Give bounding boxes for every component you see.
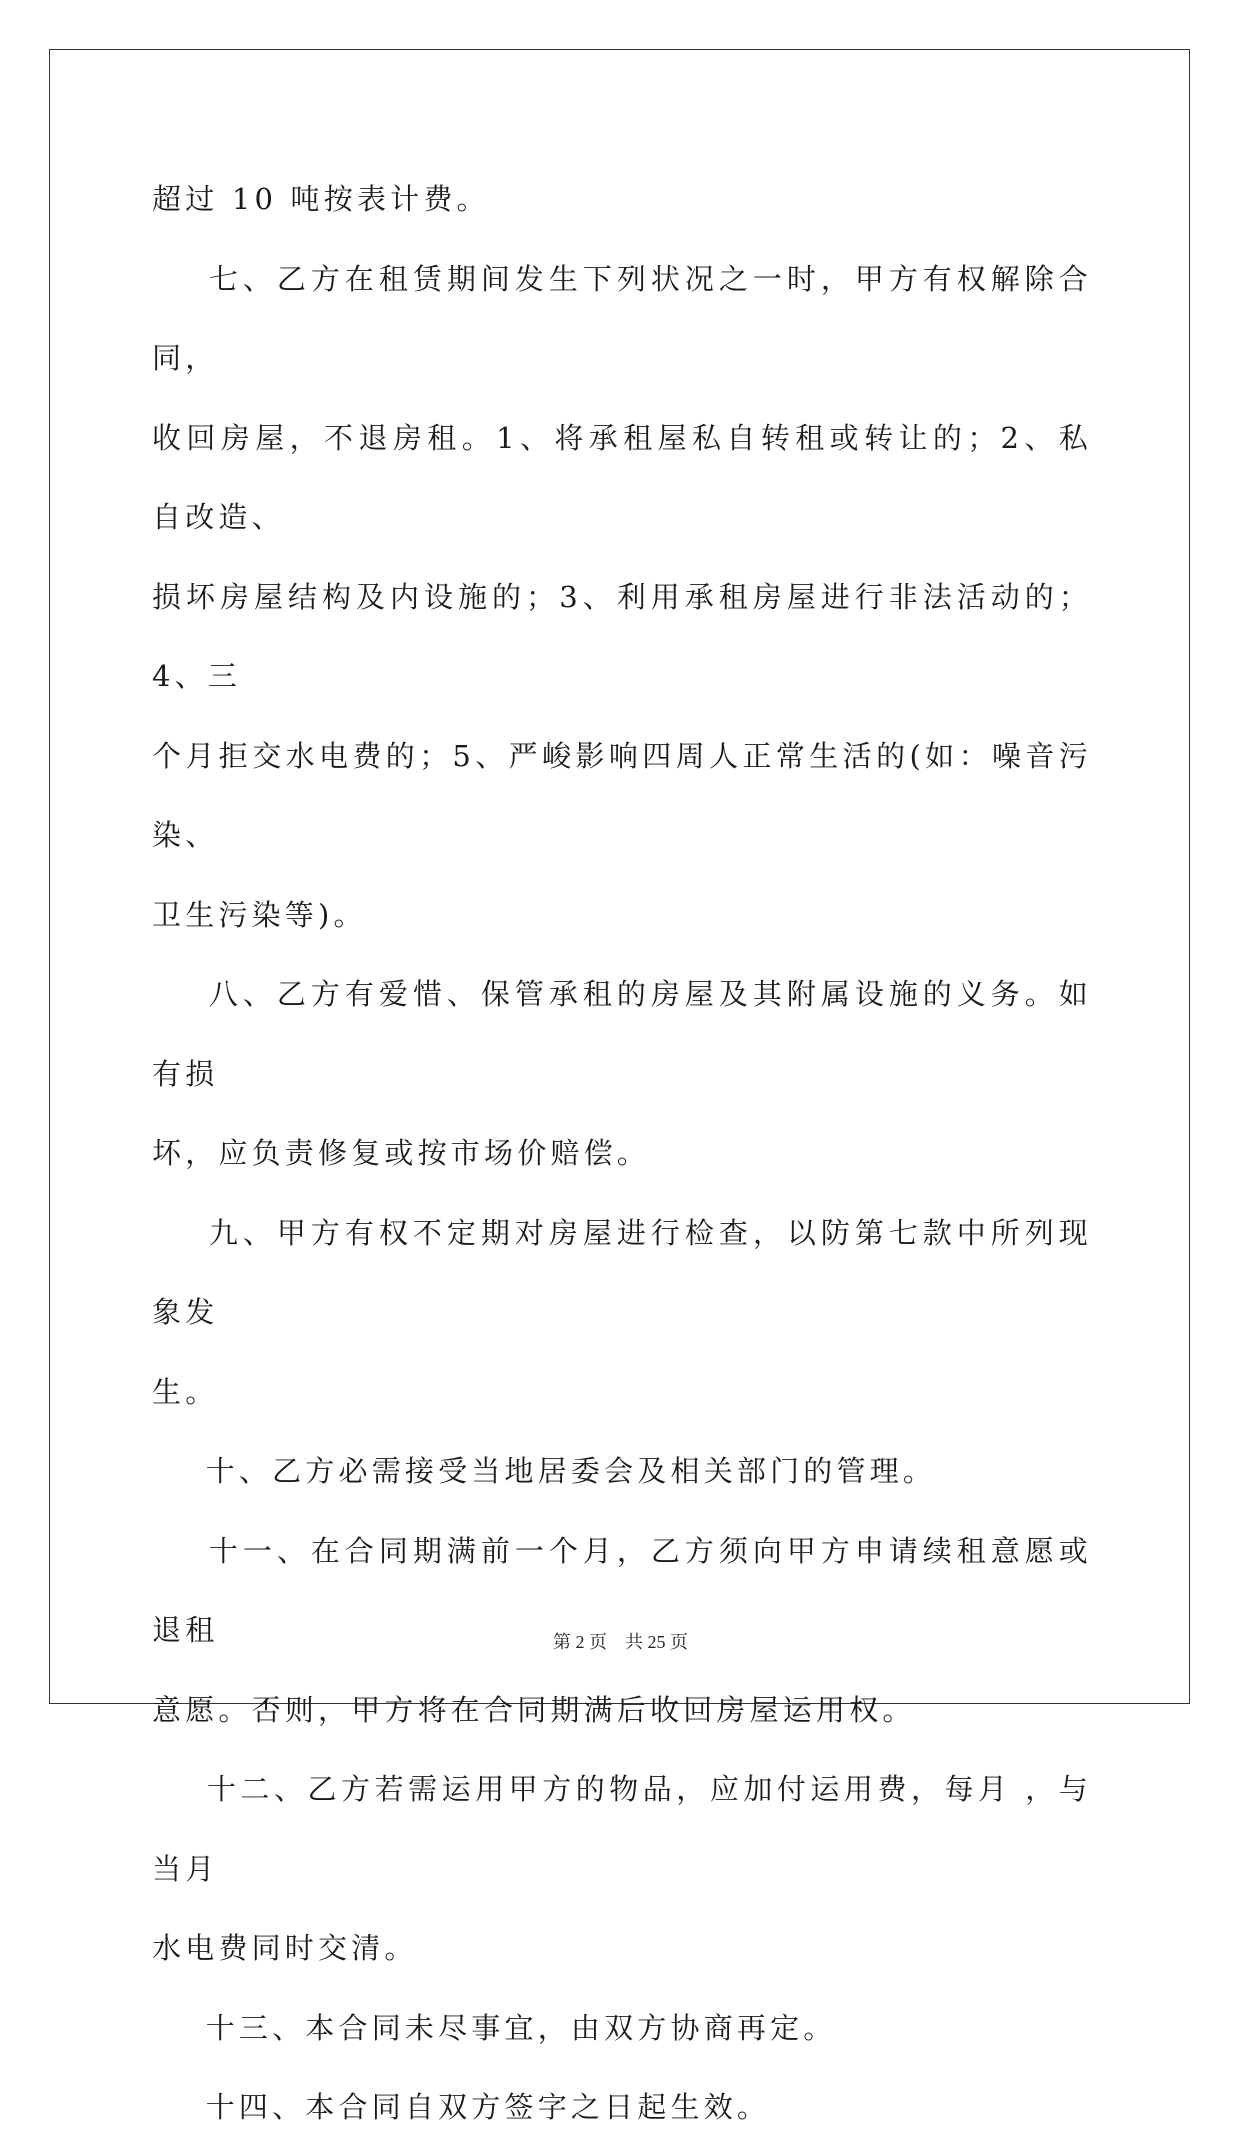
text-line: 八、乙方有爱惜、保管承租的房屋及其附属设施的义务。如有损 [152, 977, 1092, 1091]
text-line: 卫生污染等)。 [152, 897, 367, 932]
page-number-footer: 第 2 页 共 25 页 [553, 1632, 688, 1652]
text-line: 十、乙方必需接受当地居委会及相关部门的管理。 [152, 1454, 937, 1488]
text-line: 收回房屋，不退房租。1、将承租屋私自转租或转让的；2、私自改造、 [152, 420, 1092, 534]
text-line: 生。 [152, 1374, 219, 1409]
text-line: 坏，应负责修复或按市场价赔偿。 [152, 1136, 651, 1170]
text-line: 水电费同时交清。 [152, 1931, 418, 1965]
text-line: 超过 10 吨按表计费。 [152, 182, 490, 216]
text-line: 十四、本合同自双方签字之日起生效。 [152, 2090, 771, 2124]
text-line: 个月拒交水电费的；5、严峻影响四周人正常生活的(如：噪音污染、 [152, 738, 1092, 852]
text-line: 十一、在合同期满前一个月，乙方须向甲方申请续租意愿或退租 [152, 1533, 1092, 1647]
text-line: 七、乙方在租赁期间发生下列状况之一时，甲方有权解除合同， [152, 261, 1092, 375]
text-line: 意愿。否则，甲方将在合同期满后收回房屋运用权。 [152, 1692, 916, 1727]
text-line: 损坏房屋结构及内设施的；3、利用承租房屋进行非法活动的；4、三 [152, 579, 1092, 693]
text-line: 十二、乙方若需运用甲方的物品，应加付运用费，每月 ，与当月 [152, 1772, 1092, 1886]
text-line: 九、甲方有权不定期对房屋进行检查，以防第七款中所列现象发 [152, 1215, 1092, 1329]
text-line: 十三、本合同未尽事宜，由双方协商再定。 [152, 2010, 837, 2045]
document-body [152, 160, 1092, 2148]
